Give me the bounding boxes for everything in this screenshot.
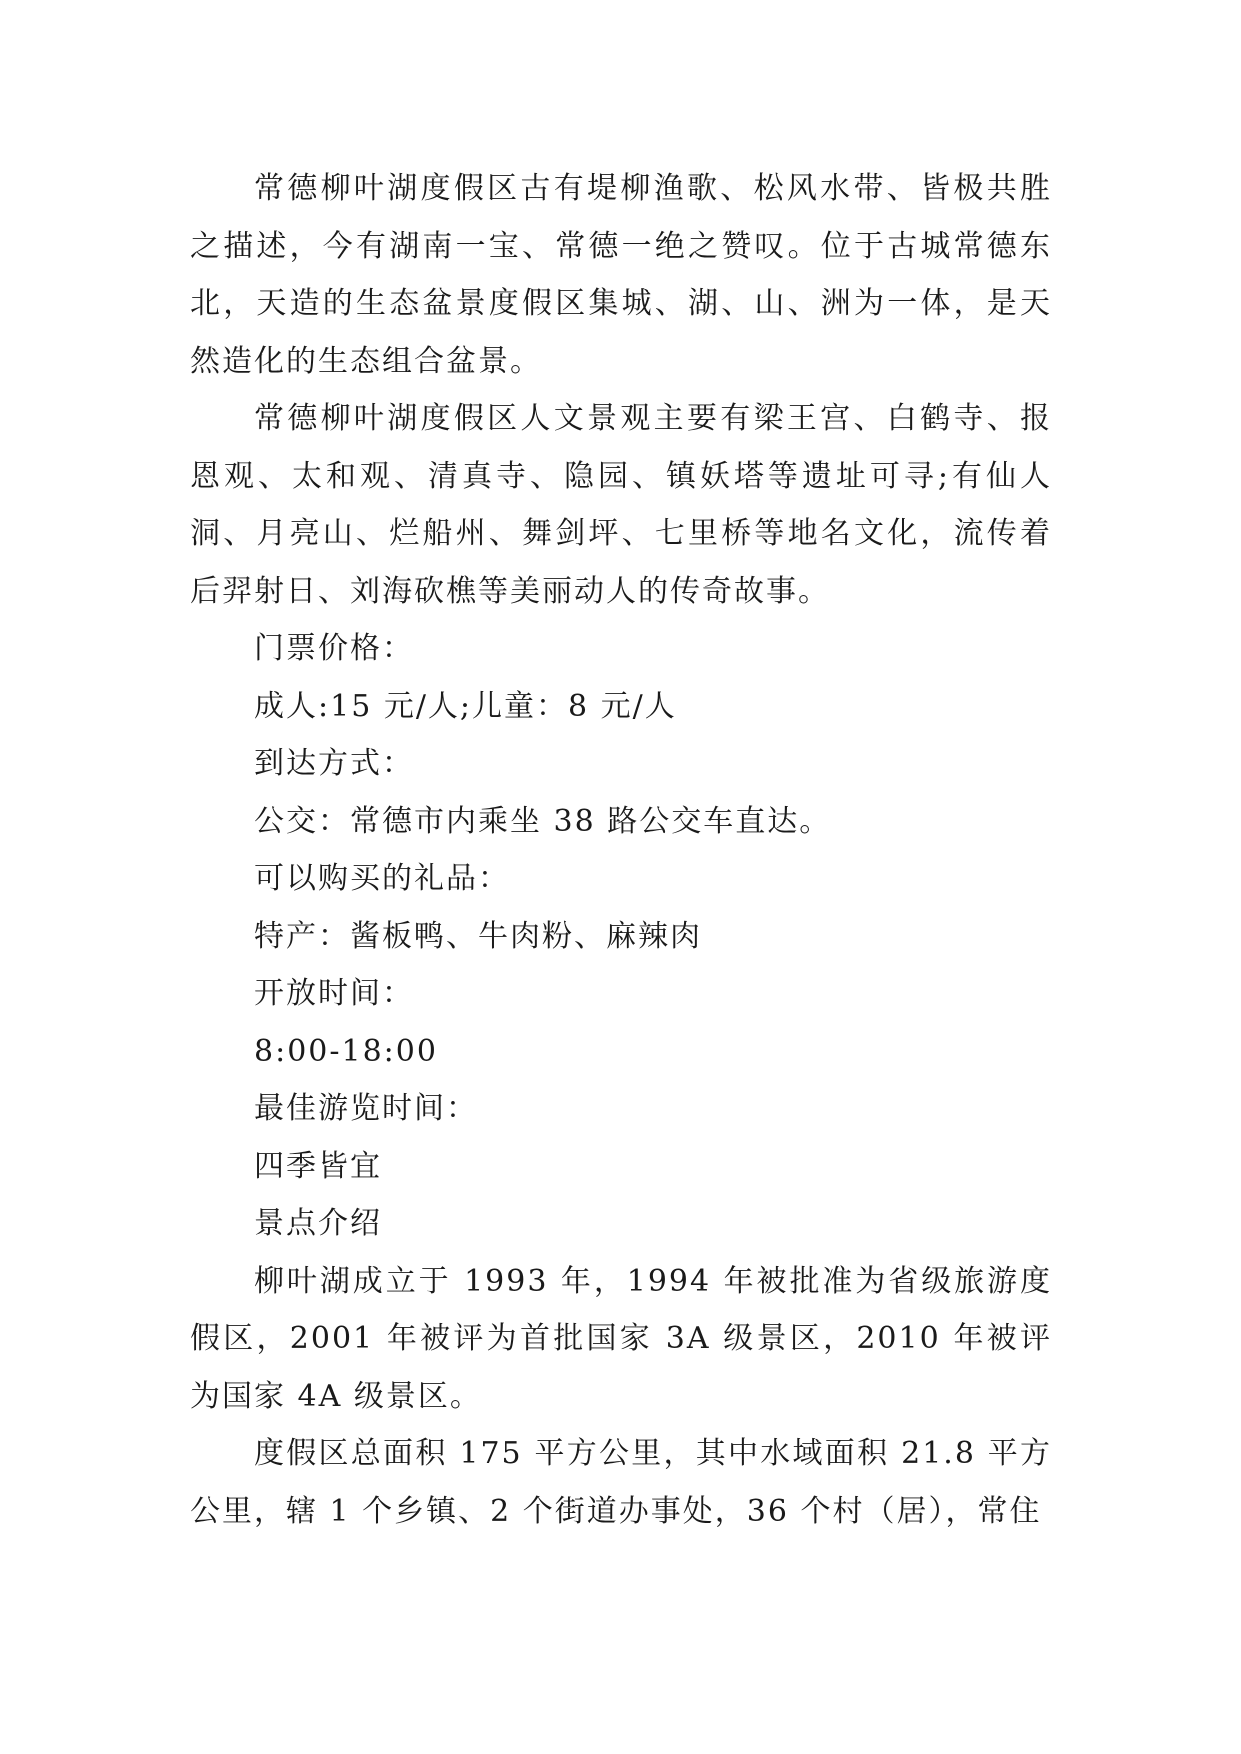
intro-heading: 景点介绍 <box>254 1206 382 1241</box>
ticket-price: 成人:15 元/人;儿童：8 元/人 <box>254 688 677 724</box>
gifts-specialty: 特产：酱板鸭、牛肉粉、麻辣肉 <box>254 918 702 954</box>
paragraph-overview: 常德柳叶湖度假区古有堤柳渔歌、松风水带、皆极共胜之描述，今有湖南一宝、常德一绝之赞叹。位于古城常德东北，天造的生态盆景度假区集城、湖、山、洲为一体，是天然造化的生态组合盆景。 <box>190 171 1052 379</box>
paragraph-area: 度假区总面积 175 平方公里，其中水域面积 21.8 平方公里，辖 1 个乡镇、2 个街道办事处，36 个村（居），常住 <box>190 1436 1052 1529</box>
paragraph-cultural-sights: 常德柳叶湖度假区人文景观主要有梁王宫、白鹤寺、报恩观、太和观、清真寺、隐园、镇妖塔等遗址可寻;有仙人洞、月亮山、烂船州、舞剑坪、七里桥等地名文化，流传着后羿射日、刘海砍樵等美丽动人的传奇故事。 <box>190 401 1052 609</box>
ticket-heading: 门票价格： <box>254 631 414 666</box>
hours-value: 8:00-18:00 <box>254 1033 438 1069</box>
hours-heading: 开放时间： <box>254 976 414 1011</box>
document-body <box>190 160 1052 1540</box>
gifts-heading: 可以购买的礼品： <box>254 861 510 896</box>
paragraph-history: 柳叶湖成立于 1993 年，1994 年被批准为省级旅游度假区，2001 年被评为首批国家 3A 级景区，2010 年被评为国家 4A 级景区。 <box>190 1263 1052 1414</box>
transport-bus: 公交：常德市内乘坐 38 路公交车直达。 <box>254 803 832 839</box>
transport-heading: 到达方式： <box>254 746 414 781</box>
best-time-heading: 最佳游览时间： <box>254 1091 478 1126</box>
best-time-value: 四季皆宜 <box>254 1148 382 1184</box>
